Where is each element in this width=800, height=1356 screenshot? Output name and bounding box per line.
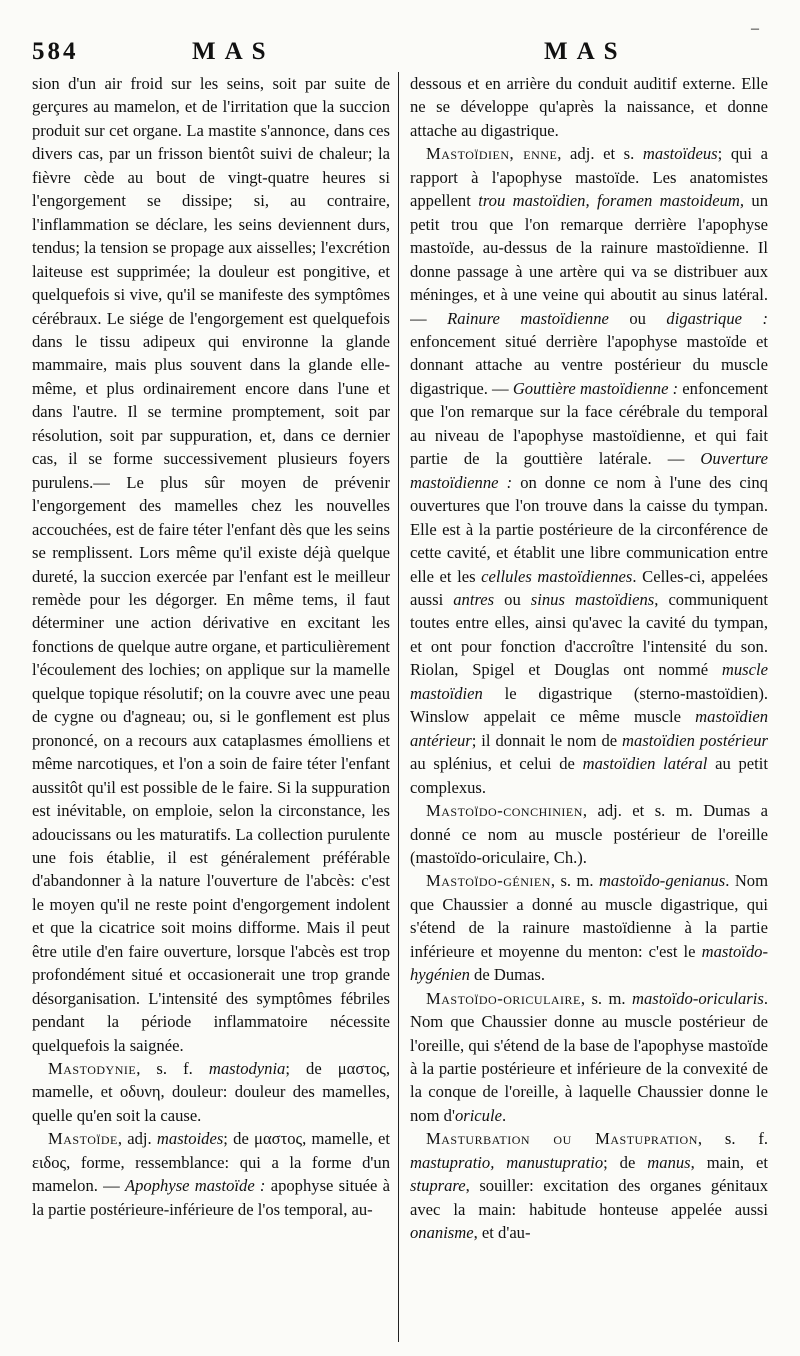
italic-term: mastupratio, manustupratio: [410, 1152, 604, 1172]
entry-text: . Celles-ci, appelées aussi: [410, 566, 768, 609]
italic-term: cellules mastoïdiennes: [481, 566, 633, 586]
right-running-head: MAS: [544, 38, 627, 65]
entry-mastoido-genien: [410, 869, 768, 986]
entry-text: sion d'un air froid sur les seins, soit par suite de gerçures au mamelon, et de l'irritation que la succion produit sur cet organe. La mastite s'annonce, dans ces divers cas, par un frisson bientôt suivi de chaleur; la fièvre cède au bout de vingt-quatre heures si l'engorgement se dissipe; si, au contraire, l'inflammation se déclare, les seins deviennent durs, tendus; la tension se propage aux aisselles; l'excrétion laiteuse est supprimée; la douleur est pongitive, et quelquefois si vive, qu'il se manifeste des symptômes cérébraux. Le siége de l'engorgement est quelquefois dans le tissu adipeux qui environne la glande mammaire, mais plus souvent dans la glande elle-même, et plus ordinairement encore dans l'une et dans l'autre. Il se termine promptement, soit par résolution, soit par suppuration, et, dans ce dernier cas, il se forme successivement plusieurs foyers purulens.— Le plus sûr moyen de prévenir l'engorgement des mamelles chez les nouvelles accouchées, est de faire téter l'enfant dès que les seins se remplissent. Lors même qu'il existe déjà quelque dureté, la succion exercée par l'enfant est le meilleur remède pour les dégorger. En même tems, il faut déterminer une action dérivative en excitant les fonctions de quelque autre organe, et particulièrement l'écoulement des lochies; on applique sur la mamelle quelque topique résolutif; on la couvre avec une peau de cygne ou d'agneau; ou, si le gonflement est plus prononcé, on a recours aux cataplasmes émolliens et même narcotiques, et l'on a soin de faire téter l'enfant aussitôt qu'il est possible de le faire. Si la suppuration est inévitable, on emploie, selon la circonstance, les adoucissans ou les maturatifs. La collection purulente une fois établie, il est généralement préférable d'abandonner à la nature l'ouverture de l'abcès: c'est le moyen qu'il ne reste point d'engorgement indolent et que la cicatrice soit moins difforme. Mais il peut être utile d'en faire ouverture, lorsque l'abcès est trop profondément situé et occasionerait une trop grande désorganisation. L'intensité des symptômes fébriles pendant la période inflammatoire nécessite quelquefois la saignée.: [32, 74, 390, 1055]
entry-text: on donne ce nom à l'une des cinq ouvertures que l'on trouve dans la caisse du tympan. Elle est à la partie postérieure de la circonférence de cette cavité, et établit une libre communication entre elle et les: [410, 472, 768, 586]
italic-term: mastoïdeus: [642, 144, 718, 164]
entry-mastoide: [32, 1127, 390, 1221]
entry-text: , communiquent toutes entre elles, ainsi qu'avec la cavité du tympan, et ont pour fonction d'accroître l'intensité du son. Riolan, Spigel et Douglas ont nommé: [410, 589, 768, 680]
italic-term: trou mastoïdien, foramen mastoideum,: [478, 191, 745, 211]
page-number: 584: [32, 38, 79, 65]
left-running-head: MAS: [192, 38, 275, 65]
entry-mastoido-conchinien: [410, 799, 768, 869]
entry-text: , souiller: excitation des organes génitaux avec la main: habitude honteuse appelée aussi: [410, 1176, 768, 1219]
entry-text: .: [501, 1105, 507, 1125]
italic-term: Rainure mastoïdienne: [447, 308, 609, 328]
entry-text: . Nom que Chaussier donne au muscle postérieur de l'oreille, qui s'étend de la base de l'apophyse mastoïde à la partie postérieure et inférieure de la convexité de la conque de l'oreille, à laquelle Chaussier donne le nom d': [410, 988, 768, 1125]
italic-term: onanisme: [410, 1223, 474, 1243]
italic-term: Apophyse mastoïde :: [125, 1176, 266, 1196]
italic-term: mastoides: [156, 1129, 224, 1149]
entry-text: . Nom que Chaussier a donné au muscle digastrique, qui s'étend de la rainure mastoïdienne à la partie inférieure et moyenne du menton: c'est le: [410, 871, 768, 961]
entry-text: ; de μαστος, mamelle, et ειδος, forme, ressemblance: qui a la forme d'un mamelon. —: [32, 1129, 390, 1196]
entry-text: un petit trou que l'on remarque derrière l'apophyse mastoïde, au-dessus de la rainure mastoïdienne. Il donne passage à une artère qui va se distribuer aux méninges, et à une veine qui aboutit au sinus latéral. —: [410, 191, 768, 328]
entry-text: enfoncement que l'on remarque sur la face cérébrale du temporal au niveau de l'apophyse mastoïdienne, et qui fait partie de la gouttière latérale. —: [410, 378, 768, 469]
entry-text: , s. m.: [580, 988, 632, 1008]
italic-term: oricule: [454, 1105, 502, 1125]
entry-text: , s. f.: [697, 1129, 768, 1149]
headword: Mastodynie: [48, 1059, 137, 1079]
entry-text: , adj. et s.: [557, 144, 643, 164]
italic-term: manus: [647, 1152, 691, 1172]
italic-term: mastoïdien latéral: [582, 754, 708, 774]
running-header: [32, 20, 768, 68]
entry-text: ou: [608, 308, 667, 328]
italic-term: mastoïdien postérieur: [622, 730, 768, 750]
entry-text: , adj. et s. m. Dumas a donné ce nom au muscle postérieur de l'oreille (mastoïdo-oriculaire, Ch.).: [410, 801, 768, 867]
italic-term: Gouttière mastoïdienne :: [512, 378, 679, 398]
entry-mastoidien: [410, 142, 768, 799]
italic-term: mastodynia: [208, 1059, 286, 1079]
entry-text: apophyse située à la partie postérieure-inférieure de l'os temporal, au-: [32, 1176, 390, 1219]
entry-text: ; de: [603, 1152, 648, 1172]
headword: Mastoïde: [48, 1129, 118, 1149]
headword: Mastoïdo-conchinien: [426, 801, 583, 821]
entry-text: ; qui a rapport à l'apophyse mastoïde. Les anatomistes appellent: [410, 144, 768, 211]
italic-term: Ouverture mastoïdienne :: [410, 449, 768, 492]
italic-term: mastoïdo-hygénien: [410, 941, 768, 985]
entry-mastoide-cont: [410, 72, 768, 142]
entry-text: le digastrique (sterno-mastoïdien). Winslow appelait ce même muscle: [410, 683, 768, 727]
entry-text: au splénius, et celui de: [410, 754, 583, 774]
entry-text: ; de μαστος, mamelle, et οδυνη, douleur: douleur des mamelles, quelle qu'en soit la cause.: [32, 1059, 390, 1125]
left-column: [32, 72, 390, 1342]
entry-text: ou: [494, 589, 531, 609]
italic-term: muscle mastoïdien: [410, 660, 768, 703]
italic-term: sinus mastoïdiens: [530, 589, 655, 609]
right-column: [410, 72, 768, 1342]
entry-text: dessous et en arrière du conduit auditif externe. Elle ne se développe qu'après la naissance, et donne attache au digastrique.: [410, 74, 768, 140]
entry-mastodynie: [32, 1057, 390, 1127]
headword: Mastoïdo-oriculaire: [426, 988, 581, 1008]
italic-term: digastrique :: [666, 308, 768, 328]
italic-term: mastoïdo-oricularis: [632, 988, 764, 1008]
entry-mastoido-oriculaire: [410, 987, 768, 1128]
italic-term: mastoïdo-genianus: [598, 871, 726, 891]
headword: Mastoïdo-génien: [426, 871, 551, 891]
headword: Mastoïdien, enne: [426, 144, 558, 164]
italic-term: stuprare: [410, 1176, 466, 1196]
entry-text: de Dumas.: [469, 965, 546, 985]
entry-text: , adj.: [117, 1129, 157, 1149]
entry-masturbation: [410, 1127, 768, 1244]
entry-text: , main, et: [690, 1152, 768, 1172]
entry-text: ; il donnait le nom de: [471, 730, 623, 750]
entry-text: enfoncement situé derrière l'apophyse mastoïde et donnant attache au ventre postérieur du muscle digastrique. —: [410, 331, 768, 398]
entry-text: , s. f.: [136, 1059, 209, 1079]
entry-text: , et d'au-: [473, 1223, 531, 1243]
corner-mark: –: [751, 20, 762, 37]
headword: Masturbation ou Mastupration: [426, 1129, 698, 1149]
entry-text: , s. m.: [550, 871, 599, 891]
column-divider: [398, 72, 399, 1342]
italic-term: antres: [453, 589, 495, 609]
italic-term: mastoïdien antérieur: [410, 707, 768, 750]
entry-mastite-cont: [32, 72, 390, 1057]
entry-text: au petit complexus.: [410, 754, 768, 797]
